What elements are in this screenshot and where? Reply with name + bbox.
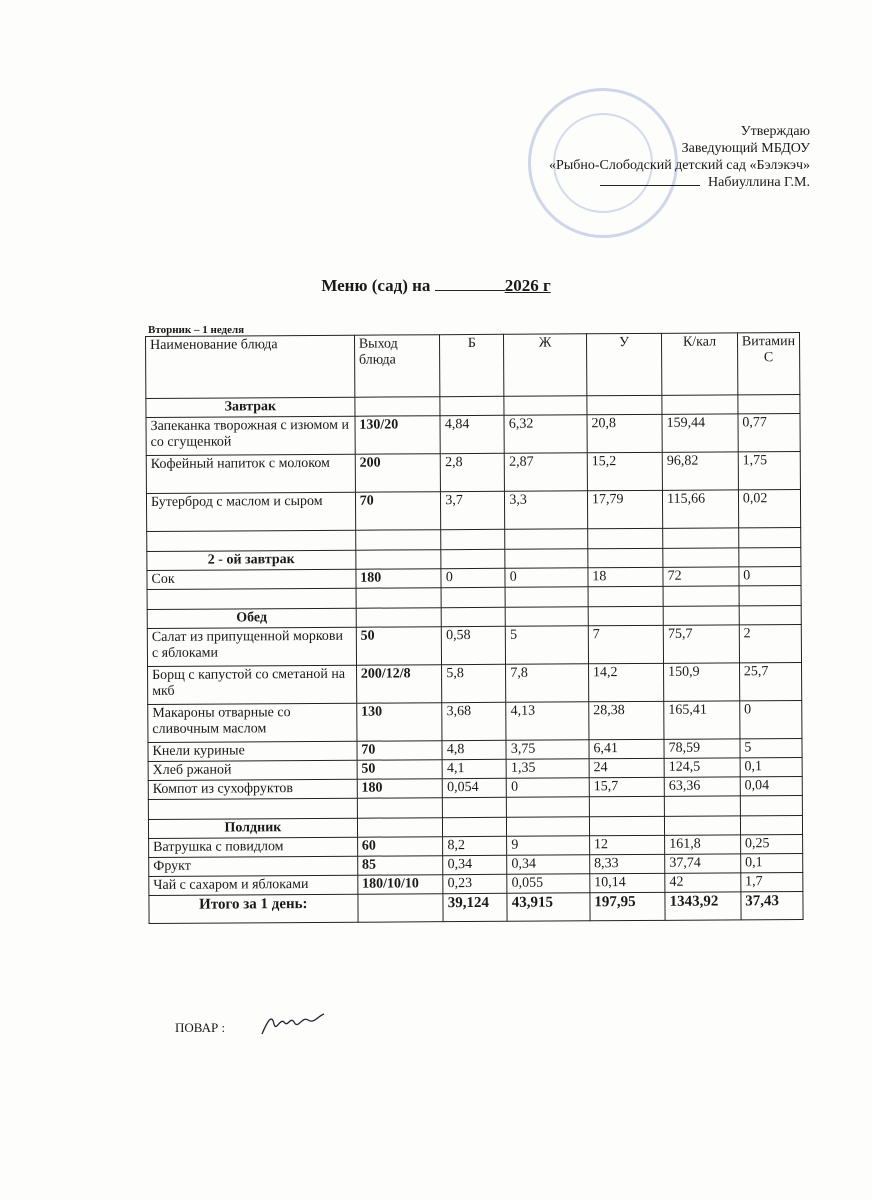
value-cell <box>739 585 801 605</box>
value-cell: 5 <box>506 626 589 665</box>
value-cell: 15,2 <box>587 452 662 490</box>
yield-cell <box>356 550 442 570</box>
value-cell: 6,41 <box>589 739 664 758</box>
dish-name-cell: Кофейный напиток с молоком <box>146 454 355 493</box>
value-cell: 0,23 <box>443 874 507 893</box>
value-cell <box>588 528 663 548</box>
value-cell: 0,1 <box>740 853 802 872</box>
value-cell: 12 <box>589 835 664 854</box>
cook-label: ПОВАР : <box>175 1020 226 1035</box>
yield-cell: 200/12/8 <box>356 665 442 704</box>
value-cell: 78,59 <box>664 739 740 758</box>
value-cell: 1,75 <box>738 451 800 489</box>
table-row <box>146 451 800 493</box>
value-cell: 17,79 <box>587 490 662 528</box>
title-year: 2026 г <box>504 276 551 295</box>
value-cell: 5 <box>740 738 802 757</box>
value-cell: 96,82 <box>662 452 738 490</box>
value-cell: 0,58 <box>442 626 506 664</box>
header-cell: Б <box>440 334 504 396</box>
dish-name-cell: Компот из сухофруктов <box>148 779 357 799</box>
value-cell: 0,34 <box>443 855 507 874</box>
value-cell: 0 <box>505 568 588 588</box>
yield-cell <box>358 894 444 923</box>
value-cell <box>587 395 662 414</box>
dish-name-cell: Салат из припущенной моркови с яблоками <box>147 627 356 666</box>
dish-name-cell: Хлеб ржаной <box>148 760 357 780</box>
signature-line <box>600 185 700 186</box>
yield-cell: 180 <box>356 569 442 589</box>
yield-cell <box>357 818 443 838</box>
value-cell: 37,74 <box>665 854 741 873</box>
yield-cell: 130/20 <box>355 416 441 455</box>
value-cell <box>740 815 802 834</box>
value-cell <box>588 606 663 625</box>
value-cell: 7,8 <box>506 664 589 703</box>
value-cell: 115,66 <box>663 490 739 528</box>
section-title: Обед <box>147 608 356 628</box>
value-cell: 0 <box>507 778 590 798</box>
value-cell <box>507 797 590 818</box>
value-cell: 3,3 <box>505 491 588 530</box>
approval-line-3: «Рыбно-Слободский детский сад «Бэлэкэч» <box>549 158 810 173</box>
yield-cell: 180 <box>357 779 443 799</box>
value-cell <box>441 529 505 549</box>
value-cell <box>504 396 587 416</box>
value-cell: 7 <box>588 625 663 663</box>
value-cell <box>505 549 588 569</box>
table-row <box>146 489 800 531</box>
yield-cell <box>356 588 442 609</box>
approval-line-4: Набиуллина Г.М. <box>708 175 810 190</box>
value-cell: 5,8 <box>442 664 506 702</box>
value-cell: 2 <box>739 624 801 662</box>
value-cell: 0,77 <box>738 414 800 452</box>
value-cell: 161,8 <box>665 835 741 854</box>
table-row <box>146 414 800 456</box>
value-cell: 0,054 <box>443 778 507 797</box>
yield-cell: 85 <box>357 856 443 876</box>
value-cell <box>665 816 741 835</box>
dish-name-cell: Макароны отварные со сливочным маслом <box>148 703 357 742</box>
value-cell: 150,9 <box>664 663 740 701</box>
value-cell: 10,14 <box>590 873 665 892</box>
section-title: Завтрак <box>146 397 355 417</box>
dish-name-cell: Запеканка творожная с изюмом и со сгущенкой <box>146 416 355 455</box>
yield-cell: 200 <box>355 454 441 493</box>
value-cell: 3,75 <box>506 740 589 760</box>
header-cell: У <box>586 333 662 395</box>
table-row <box>148 700 802 742</box>
dish-name-cell: Сок <box>147 569 356 589</box>
value-cell: 14,2 <box>588 663 663 701</box>
value-cell: 0,34 <box>507 855 590 875</box>
section-title: 2 - ой завтрак <box>147 550 356 570</box>
yield-cell: 70 <box>357 741 443 761</box>
value-cell: 28,38 <box>589 701 664 739</box>
value-cell <box>663 586 739 606</box>
value-cell: 39,124 <box>443 893 507 921</box>
value-cell: 42 <box>665 873 741 892</box>
value-cell: 43,915 <box>507 893 590 922</box>
value-cell: 4,1 <box>442 759 506 778</box>
value-cell: 9 <box>507 836 590 856</box>
header-cell: К/кал <box>662 333 738 395</box>
value-cell: 0,1 <box>740 757 802 776</box>
value-cell: 6,32 <box>504 415 587 454</box>
yield-cell: 60 <box>357 837 443 857</box>
value-cell <box>505 587 588 608</box>
approval-line-2: Заведующий МБДОУ <box>681 141 810 156</box>
value-cell: 0,055 <box>507 874 590 894</box>
header-cell: Наименование блюда <box>146 335 355 398</box>
yield-cell <box>357 798 443 819</box>
header-cell: Выход блюда <box>354 335 440 398</box>
value-cell <box>740 795 802 815</box>
value-cell <box>589 816 664 835</box>
value-cell: 75,7 <box>663 625 739 663</box>
value-cell <box>443 797 507 817</box>
dish-name-cell: Борщ с капустой со сметаной на мкб <box>148 665 357 704</box>
value-cell: 1343,92 <box>665 892 741 920</box>
value-cell: 1,35 <box>506 759 589 779</box>
table-row <box>148 662 802 704</box>
value-cell <box>739 547 801 566</box>
value-cell: 2,8 <box>441 453 505 491</box>
value-cell: 24 <box>589 758 664 777</box>
value-cell: 197,95 <box>590 892 665 920</box>
header-cell: Витамин С <box>737 333 800 395</box>
value-cell: 18 <box>588 567 663 586</box>
value-cell: 124,5 <box>664 758 740 777</box>
header-cell: Ж <box>504 334 587 397</box>
yield-cell: 130 <box>357 703 443 742</box>
dish-name-cell <box>147 588 356 609</box>
date-blank <box>435 290 505 291</box>
value-cell: 72 <box>663 567 739 586</box>
value-cell <box>663 528 739 548</box>
value-cell: 1,7 <box>741 872 803 891</box>
value-cell: 25,7 <box>739 662 801 700</box>
value-cell <box>441 607 505 626</box>
table-row <box>147 624 801 666</box>
value-cell: 63,36 <box>664 777 740 796</box>
dish-name-cell: Чай с сахаром и яблоками <box>149 875 358 895</box>
value-cell <box>664 796 740 816</box>
value-cell: 20,8 <box>587 414 662 452</box>
value-cell: 15,7 <box>589 777 664 796</box>
value-cell: 0,25 <box>740 834 802 853</box>
value-cell <box>738 395 800 414</box>
value-cell: 8,2 <box>443 836 507 855</box>
value-cell <box>505 529 588 550</box>
yield-cell <box>355 397 441 417</box>
table-header-row <box>146 333 800 399</box>
value-cell: 3,7 <box>441 491 505 529</box>
value-cell: 0,02 <box>738 489 800 527</box>
value-cell: 165,41 <box>664 701 740 739</box>
value-cell <box>507 817 590 837</box>
value-cell <box>663 606 739 625</box>
yield-cell: 50 <box>356 627 442 666</box>
total-row <box>149 891 803 923</box>
dish-name-cell: Фрукт <box>149 856 358 876</box>
value-cell: 4,84 <box>440 415 504 453</box>
value-cell: 3,68 <box>442 702 506 740</box>
value-cell: 8,33 <box>590 854 665 873</box>
value-cell <box>441 549 505 568</box>
cook-signature <box>258 1010 328 1040</box>
approval-block <box>549 123 810 191</box>
dish-name-cell: Бутерброд с маслом и сыром <box>146 492 355 531</box>
value-cell <box>738 527 800 547</box>
yield-cell: 180/10/10 <box>358 875 444 895</box>
dish-name-cell: Ватрушка с повидлом <box>149 837 358 857</box>
yield-cell <box>356 608 442 628</box>
value-cell <box>588 548 663 567</box>
value-cell: 0 <box>441 568 505 587</box>
value-cell: 37,43 <box>741 891 803 919</box>
menu-table <box>145 332 804 924</box>
page-title <box>0 276 872 296</box>
approval-line-1: Утверждаю <box>740 124 810 139</box>
value-cell <box>663 548 739 567</box>
value-cell: 0 <box>739 566 801 585</box>
value-cell: 4,8 <box>442 740 506 759</box>
value-cell: 0 <box>740 700 802 738</box>
dish-name-cell <box>147 530 356 551</box>
yield-cell <box>355 530 441 551</box>
value-cell: 159,44 <box>662 414 738 452</box>
value-cell: 4,13 <box>506 702 589 741</box>
title-prefix: Меню (сад) на <box>321 276 435 295</box>
value-cell <box>440 396 504 415</box>
value-cell <box>441 587 505 607</box>
value-cell <box>662 395 738 414</box>
dish-name-cell: Кнели куриные <box>148 741 357 761</box>
yield-cell: 70 <box>355 492 441 531</box>
value-cell: 0,04 <box>740 776 802 795</box>
dish-name-cell <box>148 798 357 819</box>
dish-name-cell: Итого за 1 день: <box>149 894 358 923</box>
value-cell <box>588 586 663 606</box>
yield-cell: 50 <box>357 760 443 780</box>
value-cell <box>505 607 588 627</box>
day-label: Вторник – 1 неделя <box>148 324 245 336</box>
value-cell <box>589 796 664 816</box>
value-cell <box>443 817 507 836</box>
value-cell <box>739 605 801 624</box>
section-title: Полдник <box>148 818 357 838</box>
value-cell: 2,87 <box>505 453 588 492</box>
